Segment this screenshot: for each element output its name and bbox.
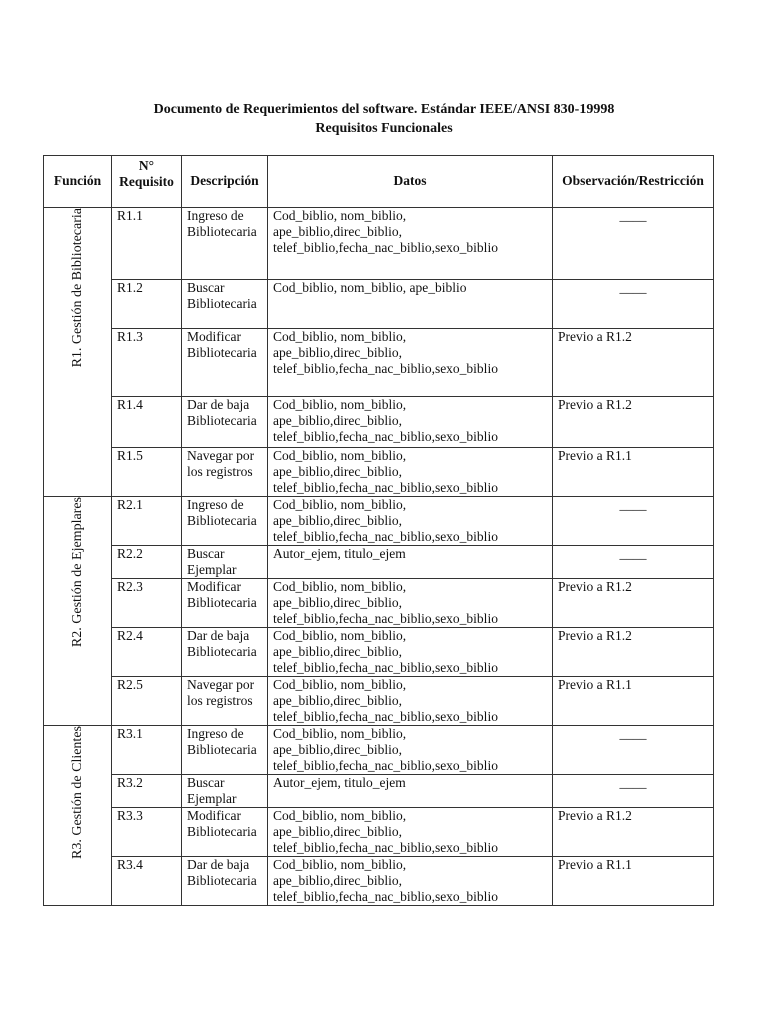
data-line: ape_biblio,direc_biblio,: [273, 345, 402, 360]
data-line: Cod_biblio, nom_biblio,: [273, 808, 407, 823]
observation-restriction: Previo a R1.2: [553, 397, 714, 448]
requirement-data: [268, 628, 553, 677]
data-line: ape_biblio,direc_biblio,: [273, 824, 402, 839]
data-line: Autor_ejem, titulo_ejem: [273, 775, 406, 790]
description-line: Dar de baja: [187, 628, 250, 643]
requirement-number: R2.4: [112, 628, 182, 677]
header-datos: Datos: [268, 156, 553, 208]
observation-empty: [553, 280, 714, 329]
description-line: Modificar: [187, 329, 241, 344]
requirement-data: [268, 546, 553, 579]
observation-restriction: Previo a R1.2: [553, 579, 714, 628]
data-line: Cod_biblio, nom_biblio,: [273, 448, 407, 463]
function-group-cell: [44, 497, 112, 726]
function-group-cell: [44, 208, 112, 497]
header-descripcion: Descripción: [182, 156, 268, 208]
data-line: Cod_biblio, nom_biblio,: [273, 329, 407, 344]
data-line: Cod_biblio, nom_biblio,: [273, 857, 407, 872]
observation-empty: [553, 497, 714, 546]
data-line: telef_biblio,fecha_nac_biblio,sexo_biblio: [273, 889, 498, 904]
observation-restriction: Previo a R1.2: [553, 808, 714, 857]
description-line: Bibliotecaria: [187, 513, 257, 528]
table-row: [44, 726, 714, 775]
requirement-data: [268, 397, 553, 448]
requirement-number: R2.1: [112, 497, 182, 546]
observation-dash: ____: [619, 208, 647, 223]
observation-restriction: Previo a R1.1: [553, 448, 714, 497]
function-group-label: R2. Gestión de Ejemplares: [69, 497, 85, 648]
data-line: ape_biblio,direc_biblio,: [273, 742, 402, 757]
description-line: los registros: [187, 464, 253, 479]
requirement-data: [268, 677, 553, 726]
description-line: Dar de baja: [187, 857, 250, 872]
table-row: [44, 677, 714, 726]
requirement-number: R2.3: [112, 579, 182, 628]
requirement-number: R2.5: [112, 677, 182, 726]
table-row: [44, 280, 714, 329]
requirement-data: [268, 448, 553, 497]
observation-empty: [553, 726, 714, 775]
requirement-data: [268, 808, 553, 857]
description-line: Modificar: [187, 579, 241, 594]
requirement-number: R1.4: [112, 397, 182, 448]
requirement-description: [182, 280, 268, 329]
description-line: Navegar por: [187, 448, 255, 463]
requirement-number: R1.3: [112, 329, 182, 397]
document-subtitle: Requisitos Funcionales: [315, 121, 453, 136]
requirement-data: [268, 280, 553, 329]
table-row: [44, 397, 714, 448]
observation-dash: ____: [619, 497, 647, 512]
table-row: [44, 208, 714, 280]
requirement-description: [182, 579, 268, 628]
data-line: telef_biblio,fecha_nac_biblio,sexo_biblio: [273, 529, 498, 544]
description-line: Navegar por: [187, 677, 255, 692]
data-line: ape_biblio,direc_biblio,: [273, 873, 402, 888]
header-numero-line2: Requisito: [119, 174, 174, 189]
table-row: [44, 628, 714, 677]
description-line: Bibliotecaria: [187, 644, 257, 659]
description-line: Bibliotecaria: [187, 742, 257, 757]
table-row: [44, 448, 714, 497]
requirement-data: [268, 726, 553, 775]
requirement-data: [268, 208, 553, 280]
requirement-data: [268, 775, 553, 808]
description-line: Bibliotecaria: [187, 413, 257, 428]
requirement-data: [268, 497, 553, 546]
data-line: telef_biblio,fecha_nac_biblio,sexo_biblio: [273, 840, 498, 855]
description-line: Modificar: [187, 808, 241, 823]
table-row: [44, 546, 714, 579]
requirement-description: [182, 208, 268, 280]
requirement-number: R3.1: [112, 726, 182, 775]
requirement-description: [182, 546, 268, 579]
requirement-description: [182, 497, 268, 546]
description-line: Dar de baja: [187, 397, 250, 412]
description-line: Buscar: [187, 280, 225, 295]
observation-empty: [553, 546, 714, 579]
data-line: telef_biblio,fecha_nac_biblio,sexo_biblio: [273, 611, 498, 626]
header-funcion: Función: [44, 156, 112, 208]
requirement-description: [182, 857, 268, 906]
description-line: los registros: [187, 693, 253, 708]
data-line: Cod_biblio, nom_biblio,: [273, 726, 407, 741]
table-body: [44, 208, 714, 906]
requirement-number: R1.2: [112, 280, 182, 329]
requirement-description: [182, 448, 268, 497]
requirement-description: [182, 628, 268, 677]
data-line: ape_biblio,direc_biblio,: [273, 513, 402, 528]
data-line: ape_biblio,direc_biblio,: [273, 413, 402, 428]
document-title: [0, 100, 768, 138]
observation-dash: ____: [619, 280, 647, 295]
data-line: telef_biblio,fecha_nac_biblio,sexo_biblio: [273, 240, 498, 255]
description-line: Ingreso de: [187, 208, 244, 223]
requirements-table: [43, 155, 714, 906]
header-numero: [112, 156, 182, 208]
requirement-description: [182, 775, 268, 808]
data-line: telef_biblio,fecha_nac_biblio,sexo_biblio: [273, 361, 498, 376]
description-line: Ingreso de: [187, 726, 244, 741]
observation-restriction: Previo a R1.2: [553, 628, 714, 677]
table-row: [44, 497, 714, 546]
data-line: Cod_biblio, nom_biblio, ape_biblio: [273, 280, 467, 295]
data-line: Autor_ejem, titulo_ejem: [273, 546, 406, 561]
requirement-number: R3.3: [112, 808, 182, 857]
requirement-description: [182, 808, 268, 857]
observation-empty: [553, 775, 714, 808]
data-line: Cod_biblio, nom_biblio,: [273, 397, 407, 412]
table-row: [44, 857, 714, 906]
description-line: Bibliotecaria: [187, 824, 257, 839]
observation-restriction: Previo a R1.1: [553, 677, 714, 726]
requirement-number: R3.4: [112, 857, 182, 906]
data-line: ape_biblio,direc_biblio,: [273, 595, 402, 610]
header-numero-line1: N°: [138, 158, 155, 173]
observation-restriction: Previo a R1.1: [553, 857, 714, 906]
data-line: Cod_biblio, nom_biblio,: [273, 208, 407, 223]
description-line: Buscar: [187, 775, 225, 790]
data-line: Cod_biblio, nom_biblio,: [273, 677, 407, 692]
description-line: Ejemplar: [187, 562, 237, 577]
observation-dash: ____: [619, 546, 647, 561]
data-line: Cod_biblio, nom_biblio,: [273, 628, 407, 643]
description-line: Bibliotecaria: [187, 873, 257, 888]
description-line: Bibliotecaria: [187, 345, 257, 360]
data-line: telef_biblio,fecha_nac_biblio,sexo_biblio: [273, 758, 498, 773]
table-row: [44, 808, 714, 857]
function-group-label: R3. Gestión de Clientes: [69, 726, 85, 859]
function-group-label: R1. Gestión de Bibliotecaria: [69, 208, 85, 368]
table-row: [44, 329, 714, 397]
data-line: Cod_biblio, nom_biblio,: [273, 579, 407, 594]
data-line: telef_biblio,fecha_nac_biblio,sexo_biblio: [273, 660, 498, 675]
requirement-number: R2.2: [112, 546, 182, 579]
observation-dash: ____: [619, 726, 647, 741]
observation-restriction: Previo a R1.2: [553, 329, 714, 397]
requirement-number: R3.2: [112, 775, 182, 808]
requirement-description: [182, 397, 268, 448]
data-line: ape_biblio,direc_biblio,: [273, 693, 402, 708]
requirement-description: [182, 677, 268, 726]
table-row: [44, 579, 714, 628]
description-line: Buscar: [187, 546, 225, 561]
data-line: ape_biblio,direc_biblio,: [273, 464, 402, 479]
requirement-data: [268, 857, 553, 906]
data-line: Cod_biblio, nom_biblio,: [273, 497, 407, 512]
data-line: telef_biblio,fecha_nac_biblio,sexo_biblio: [273, 709, 498, 724]
description-line: Ingreso de: [187, 497, 244, 512]
observation-empty: [553, 208, 714, 280]
observation-dash: ____: [619, 775, 647, 790]
requirement-number: R1.5: [112, 448, 182, 497]
requirement-description: [182, 329, 268, 397]
description-line: Bibliotecaria: [187, 595, 257, 610]
description-line: Ejemplar: [187, 791, 237, 806]
requirement-data: [268, 329, 553, 397]
data-line: telef_biblio,fecha_nac_biblio,sexo_biblio: [273, 480, 498, 495]
table-row: [44, 775, 714, 808]
table-header-row: [44, 156, 714, 208]
requirement-data: [268, 579, 553, 628]
function-group-cell: [44, 726, 112, 906]
description-line: Bibliotecaria: [187, 224, 257, 239]
data-line: ape_biblio,direc_biblio,: [273, 644, 402, 659]
data-line: telef_biblio,fecha_nac_biblio,sexo_biblio: [273, 429, 498, 444]
description-line: Bibliotecaria: [187, 296, 257, 311]
requirement-description: [182, 726, 268, 775]
document-title-line1: Documento de Requerimientos del software. Estándar IEEE/ANSI 830-19998: [153, 102, 615, 117]
data-line: ape_biblio,direc_biblio,: [273, 224, 402, 239]
requirement-number: R1.1: [112, 208, 182, 280]
header-observacion: Observación/Restricción: [553, 156, 714, 208]
